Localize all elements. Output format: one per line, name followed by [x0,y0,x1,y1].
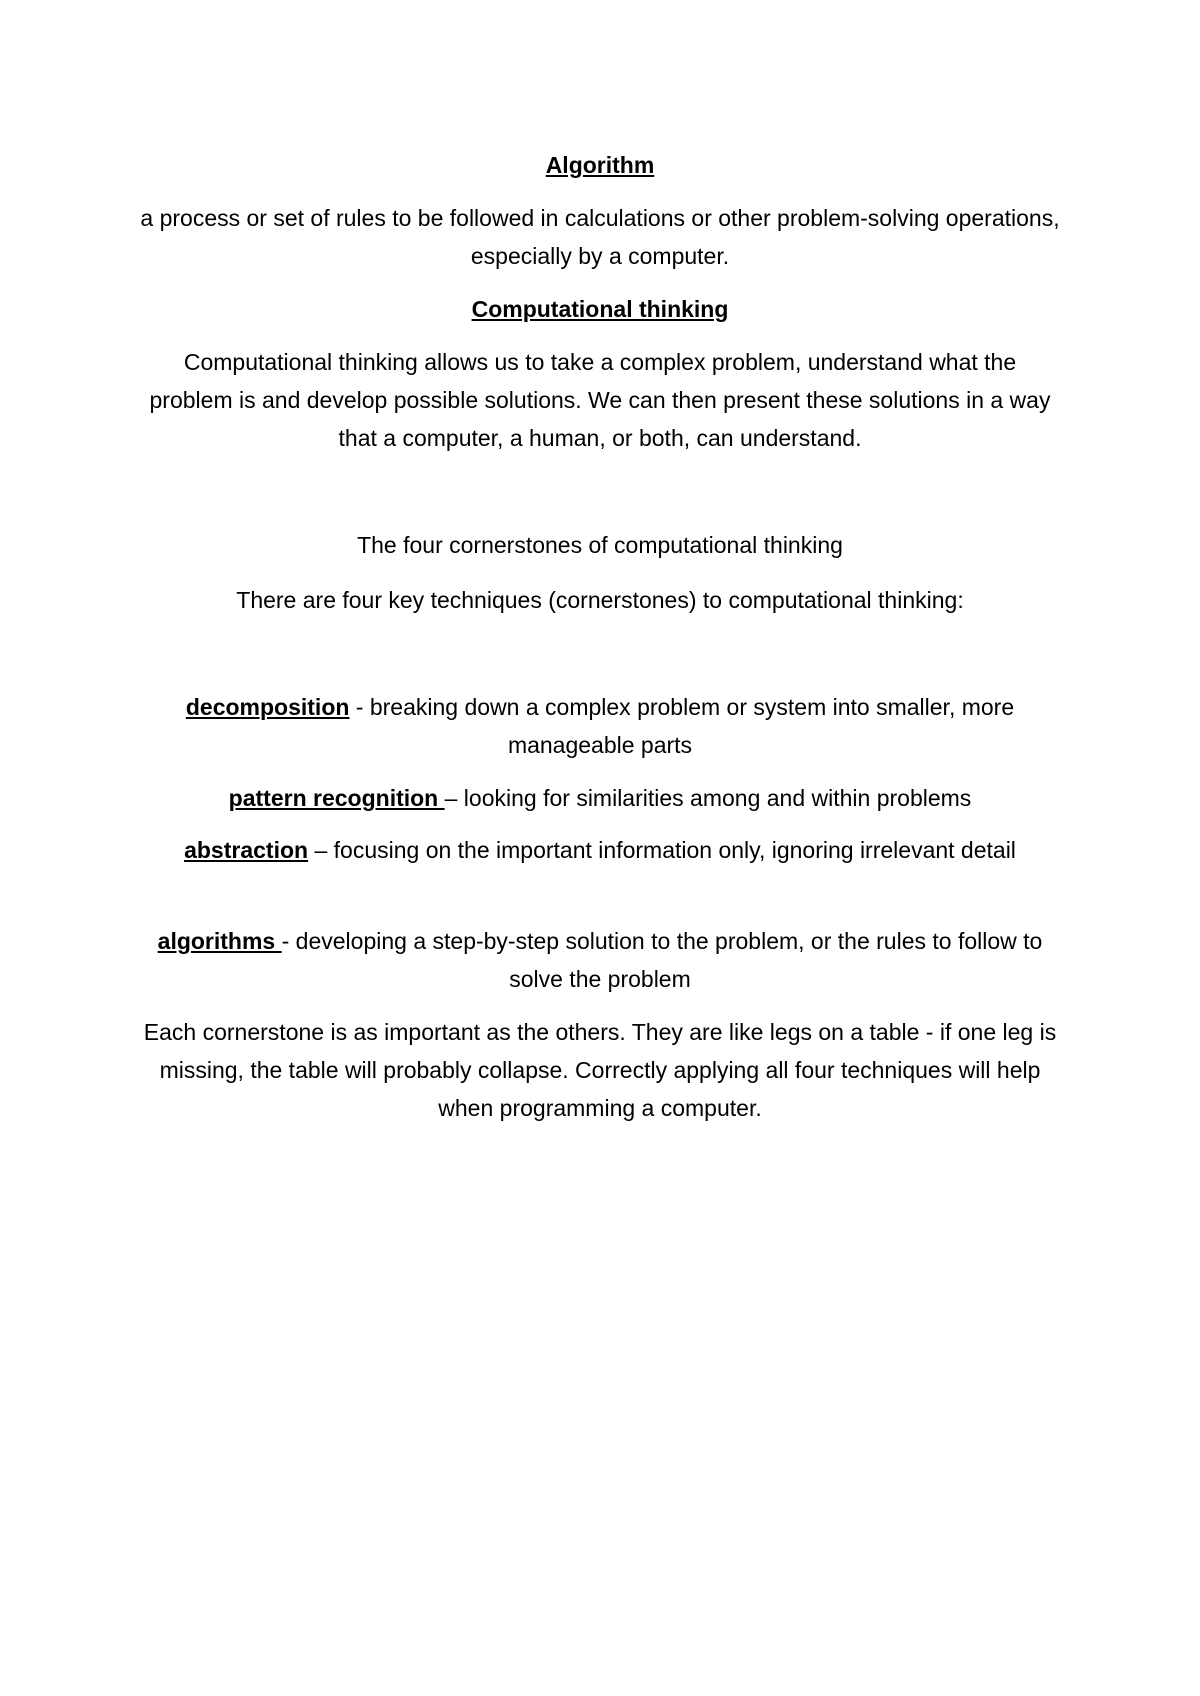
term-abstraction [140,831,1060,869]
computational-thinking-heading: Computational thinking [471,296,729,322]
term-pattern-recognition [140,779,1060,817]
term-decomposition [140,688,1060,764]
term-label: abstraction [184,837,309,863]
algorithm-definition: a process or set of rules to be followed in calculations or other problem-solving operations, especially by a computer. [140,205,1060,269]
term-definition: – looking for similarities among and within problems [444,785,972,811]
cornerstones-title: The four cornerstones of computational thinking [357,532,843,558]
term-label: algorithms [157,928,282,954]
closing-paragraph: Each cornerstone is as important as the others. They are like legs on a table - if one leg is missing, the table will probably collapse. Correctly applying all four techniques will help when programming a computer. [143,1019,1057,1121]
computational-thinking-description: Computational thinking allows us to take a complex problem, understand what the problem is and develop possible solutions. We can then present these solutions in a way that a computer, a human, or both, can understand. [149,349,1051,451]
term-definition: – focusing on the important information only, ignoring irrelevant detail [308,837,1016,863]
term-definition: - breaking down a complex problem or system into smaller, more manageable parts [349,694,1015,758]
cornerstones-intro: There are four key techniques (cornerstones) to computational thinking: [236,587,964,613]
algorithm-heading: Algorithm [545,152,655,178]
term-label: decomposition [185,694,350,720]
term-algorithms [140,922,1060,998]
term-label: pattern recognition [228,785,445,811]
term-definition: - developing a step-by-step solution to the problem, or the rules to follow to solve the problem [281,928,1043,992]
